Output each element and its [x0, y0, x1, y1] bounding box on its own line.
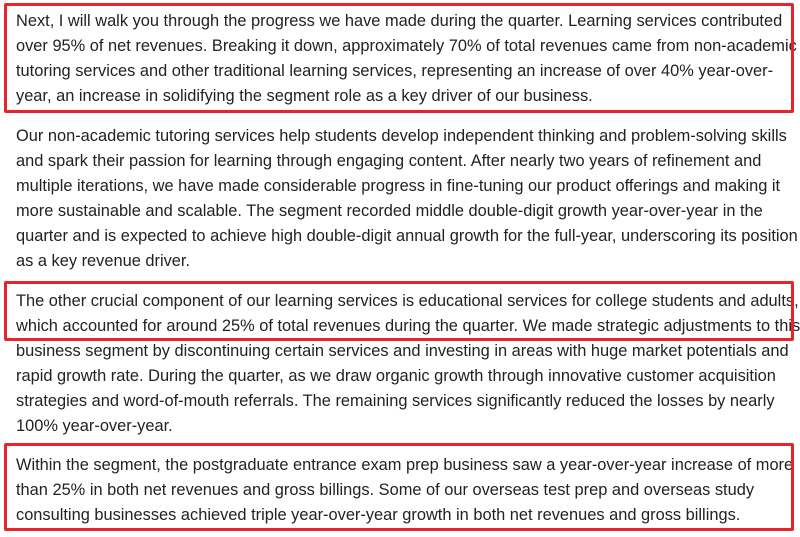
- text-line: tutoring services and other traditional learning services, representing an increase of over 40% year-over-: [16, 62, 774, 80]
- paragraph-2: [16, 124, 798, 274]
- text-line: Our non-academic tutoring services help students develop independent thinking and problem-solving skills: [16, 127, 787, 145]
- text-line: Within the segment, the postgraduate entrance exam prep business saw a year-over-year increase of more: [16, 456, 794, 474]
- text-line: over 95% of net revenues. Breaking it down, approximately 70% of total revenues came from non-academic: [16, 37, 797, 55]
- paragraph-3: [16, 289, 800, 439]
- text-line: multiple iterations, we have made considerable progress in fine-tuning our product offerings and making it: [16, 177, 781, 195]
- text-line: year, an increase in solidifying the segment role as a key driver of our business.: [16, 87, 593, 105]
- text-line: The other crucial component of our learning services is educational services for college students and adults,: [16, 292, 799, 310]
- text-line: and spark their passion for learning through engaging content. After nearly two years of refinement and: [16, 152, 762, 170]
- text-line: business segment by discontinuing certain services and investing in areas with huge market potentials and: [16, 342, 789, 360]
- text-line: more sustainable and scalable. The segment recorded middle double-digit growth year-over-year in the: [16, 202, 763, 220]
- paragraph-4: [16, 453, 792, 528]
- text-line: which accounted for around 25% of total revenues during the quarter. We made strategic adjustments to this: [16, 317, 800, 335]
- paragraph-1: [16, 9, 797, 109]
- text-line: than 25% in both net revenues and gross billings. Some of our overseas test prep and overseas study: [16, 481, 755, 499]
- text-line: Next, I will walk you through the progress we have made during the quarter. Learning services contributed: [16, 12, 783, 30]
- text-line: strategies and word-of-mouth referrals. The remaining services significantly reduced the losses by nearly: [16, 392, 775, 410]
- text-line: as a key revenue driver.: [16, 252, 191, 270]
- text-line: consulting businesses achieved triple year-over-year growth in both net revenues and gross billings.: [16, 506, 741, 524]
- text-line: 100% year-over-year.: [16, 417, 173, 435]
- text-line: quarter and is expected to achieve high double-digit annual growth for the full-year, underscoring its position: [16, 227, 798, 245]
- text-line: rapid growth rate. During the quarter, as we draw organic growth through innovative customer acquisition: [16, 367, 776, 385]
